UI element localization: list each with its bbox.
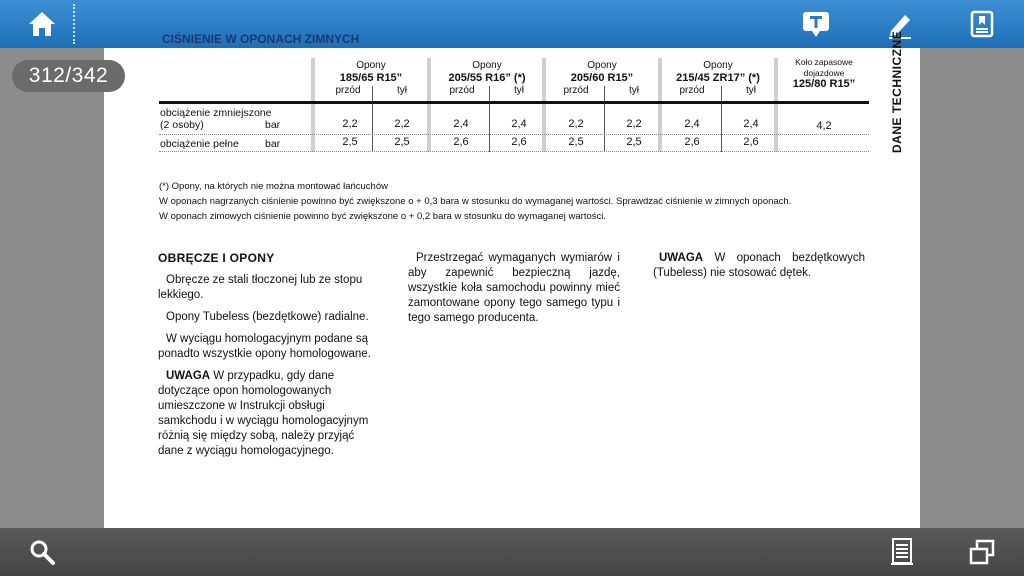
home-icon[interactable] bbox=[22, 8, 62, 40]
window-icon[interactable] bbox=[962, 536, 1002, 568]
bookmark-icon[interactable] bbox=[964, 8, 1000, 40]
text-column-3 bbox=[653, 251, 865, 288]
page-list-icon[interactable] bbox=[884, 536, 920, 568]
footnote: (*) Opony, na których nie można montować łańcuchów bbox=[159, 181, 388, 192]
subcolumn-divider bbox=[721, 86, 722, 152]
paragraph: Opony Tubeless (bezdętkowe) radialne. bbox=[166, 311, 369, 323]
paragraph: Obręcze ze stali tłoczonej lub ze stopu lekkiego. bbox=[158, 274, 363, 301]
front-label: przód bbox=[449, 85, 475, 96]
document-page bbox=[104, 30, 920, 528]
front-label: przód bbox=[335, 85, 361, 96]
paragraph: UWAGA W oponach bezdętkowych (Tubeless) nie stosować dętek. bbox=[653, 252, 865, 279]
right-margin bbox=[920, 48, 1024, 528]
section-title: OBRĘCZE I OPONY bbox=[158, 251, 275, 265]
side-title: DANE TECHNICZNE bbox=[890, 30, 904, 153]
table-cell: 2,4 bbox=[743, 118, 759, 130]
footnotes bbox=[159, 179, 791, 224]
front-label: przód bbox=[563, 85, 589, 96]
unit-label: bar bbox=[265, 119, 281, 131]
spare-wheel-header: Koło zapasowe dojazdowe 125/80 R15” bbox=[792, 57, 856, 90]
row-label: obciążenie zmniejszone (2 osoby) bbox=[160, 107, 272, 131]
tire-group-header: Opony 185/65 R15” bbox=[339, 60, 403, 84]
table-cell: 2,6 bbox=[684, 136, 700, 148]
table-cell: 2,2 bbox=[568, 118, 584, 130]
row-divider bbox=[159, 151, 869, 152]
tire-group-header: Opony 215/45 ZR17” (*) bbox=[676, 60, 760, 84]
table-cell: 2,6 bbox=[453, 136, 469, 148]
doc-title: CIŚNIENIE W OPONACH ZIMNYCH bbox=[162, 32, 360, 46]
table-cell: 2,5 bbox=[568, 136, 584, 148]
rear-label: tył bbox=[397, 85, 407, 96]
table-cell: 2,5 bbox=[394, 136, 410, 148]
top-toolbar bbox=[0, 0, 1024, 48]
table-cell: 2,4 bbox=[453, 118, 469, 130]
text-annotation-icon[interactable] bbox=[798, 8, 834, 40]
front-label: przód bbox=[679, 85, 705, 96]
table-cell: 2,4 bbox=[511, 118, 527, 130]
rear-label: tył bbox=[629, 85, 639, 96]
unit-label: bar bbox=[265, 138, 281, 150]
row-label: obciążenie pełne bbox=[160, 138, 239, 150]
table-cell: 2,5 bbox=[626, 136, 642, 148]
table-cell: 2,6 bbox=[511, 136, 527, 148]
rear-label: tył bbox=[746, 85, 756, 96]
text-column-2 bbox=[408, 251, 620, 333]
subcolumn-divider bbox=[372, 86, 373, 152]
spare-pressure-cell: 4,2 bbox=[816, 120, 832, 132]
rear-label: tył bbox=[514, 85, 524, 96]
table-cell: 2,2 bbox=[342, 118, 358, 130]
tire-group-header: Opony 205/55 R16” (*) bbox=[448, 60, 526, 84]
footnote: W oponach nagrzanych ciśnienie powinno być zwiększone o + 0,3 bara w stosunku do wymaganej wartości. Sprawdzać ciśnienie w zimnych oponach. bbox=[159, 196, 792, 207]
paragraph: UWAGA W przypadku, gdy dane dotyczące opon homologowanych umieszczone w Instrukcji obsługi samkchodu i w wyciągu homologacyjnym różnią się między sobą, należy przyjąć dane z wyciągu homologacyjnego. bbox=[158, 370, 369, 457]
table-cell: 2,6 bbox=[743, 136, 759, 148]
toolbar-divider bbox=[73, 4, 75, 44]
tire-group-header: Opony 205/60 R15” bbox=[570, 60, 634, 84]
document-content bbox=[104, 30, 920, 528]
paragraph: Przestrzegać wymaganych wymiarów i aby zapewnić bezpieczną jazdę, wszystkie koła samochodu powinny mieć zamontowane opony tego samego typu i tego samego producenta. bbox=[408, 252, 620, 324]
subcolumn-divider bbox=[604, 86, 605, 152]
text-column-1 bbox=[158, 251, 372, 466]
search-icon[interactable] bbox=[24, 536, 60, 568]
subcolumn-divider bbox=[489, 86, 490, 152]
table-cell: 2,2 bbox=[394, 118, 410, 130]
left-margin bbox=[0, 48, 104, 528]
bottom-toolbar bbox=[0, 528, 1024, 576]
page-indicator: 312/342 bbox=[12, 60, 125, 92]
table-cell: 2,2 bbox=[626, 118, 642, 130]
table-cell: 2,4 bbox=[684, 118, 700, 130]
paragraph: W wyciągu homologacyjnym podane są ponadto wszystkie opony homologowane. bbox=[158, 333, 371, 360]
row-divider bbox=[159, 134, 869, 135]
table-cell: 2,5 bbox=[342, 136, 358, 148]
table-header-rule bbox=[159, 101, 869, 104]
footnote: W oponach zimowych ciśnienie powinno być zwiększone o + 0,2 bara w stosunku do wymaganej wartości. bbox=[159, 211, 606, 222]
